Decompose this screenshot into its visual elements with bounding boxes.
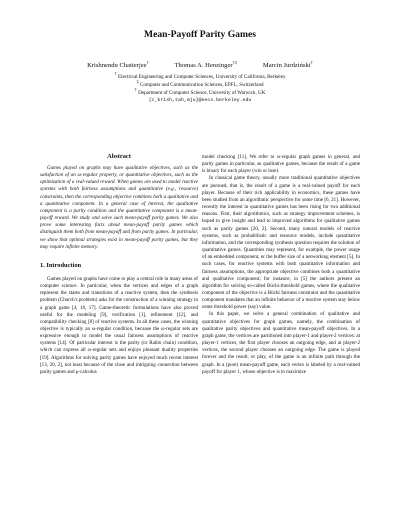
affiliation: ‡ Computer and Communication Sciences, EPFL, Switzerland: [136, 79, 264, 88]
affiliation: † Department of Computer Science, University of Warwick, UK: [134, 87, 266, 96]
body-paragraph: model checking [11]. We refer to ω-regular graph games in general, and parity games in particular, as qualitative games, because the result of a game is binary for each player (win or lose).: [202, 154, 360, 175]
right-column: [202, 154, 360, 376]
affiliations: [0, 73, 400, 105]
author-list: [0, 61, 400, 70]
abstract-text: Games played on graphs may have qualitative objectives, such as the satisfaction of an ω-regular property, or quantitative objectives, such as the optimization of a real-valued reward. When games are used to model reactive systems with both fairness assumptions and quantitative (e.g., resource) constraints, then the corresponding objective combines both a qualitative and a quantitative component. In a general case of interest, the qualitative component is a parity condition and the quantitative component is a mean-payoff reward. We study and solve such mean-payoff parity games. We also prove some interesting facts about mean-payoff parity games which distinguish them both from mean-payoff and from parity games. In particular, we show that optimal strategies exist in mean-payoff parity games, but they may require infinite memory.: [40, 165, 198, 250]
abstract-heading: Abstract: [107, 153, 131, 160]
introduction-paragraph: Games played on graphs have come to play a central role in many areas of computer science. In particular, when the vertices and edges of a graph represent the states and transitions of a reactive system, then the synthesis problem (Church's problem) asks for the construction of a winning strategy in a graph game [4, 18, 17]. Game-theoretic formulations have also proved useful for the modeling [9], verification [1], refinement [12], and compatibility checking [8] of reactive systems. In all these cases, the winning objective is typically an ω-regular condition, because the ω-regular sets are expressive enough to model the usual fairness assumptions of reactive systems [14]. Of particular interest is the parity (or Rabin chain) condition, which can express all ω-regular sets and enjoys pleasant duality properties [19]. Algorithms for solving parity games have enjoyed much recent interest [13, 20, 2], not least because of the close and intriguing connection between parity games and μ-calculus: [40, 275, 198, 375]
body-paragraph: In classical game theory, usually more traditional quantitative objectives are pursued, that is, the result of a game is a real-valued payoff for each player. Because of their rich applicability in economics, these games have been studied from an algorithmic perspective for some time [6, 21]. However, recently the interest in quantitative games has been rising for two additional reasons. First, their algorithmics, such as strategy improvement schemes, is hoped to give insight and lead to improved algorithms for qualitative games such as parity games [20, 2]. Second, many natural models of reactive systems, such as probabilistic and resource models, include quantitative information, and the corresponding synthesis question requires the solution of quantitative games. Quantities may represent, for example, the power usage of an embedded component, or the buffer size of a networking element [5]. In such cases, for reactive systems with both quantitative information and fairness assumptions, the appropriate objective combines both a quantitative and qualitative component; for instance, in [5] the authors present an algorithm for solving so-called Büchi-threshold games, where the qualitative component of the objective is a Büchi fairness constraint and the quantitative component mandates that an infinite behavior of a reactive system stay below some threshold power (say) value.: [202, 175, 360, 311]
author: Thomas A. Henzinger†‡: [174, 60, 238, 69]
author-emails: {c_krish,tah,mju}@eecs.berkeley.edu: [148, 98, 252, 103]
affiliation: † Electrical Engineering and Computer Sciences, University of California, Berkeley: [114, 71, 286, 80]
introduction-heading: 1. Introduction: [40, 261, 82, 269]
left-column: [40, 152, 198, 376]
body-paragraph: In this paper, we solve a general combination of qualitative and quantitative objectives for graph games, namely, the combination of qualitative parity objectives and quantitative mean-payoff objectives. In a graph game, the vertices are partitioned into player-1 and player-2 vertices: at player-1 vertices, the first player chooses an outgoing edge, and at player-2 vertices, the second player chooses an outgoing edge. The game is played forever and the result, or play, of the game is an infinite path through the graph. In a (pure) mean-payoff game, each vertex is labeled by a real-valued payoff for player 1, whose objective is to maximize: [202, 311, 360, 375]
author: Marcin Jurdziński†: [262, 60, 313, 69]
author: Krishnendu Chatterjee†: [87, 60, 149, 69]
paper-title: Mean-Payoff Parity Games: [144, 29, 256, 40]
